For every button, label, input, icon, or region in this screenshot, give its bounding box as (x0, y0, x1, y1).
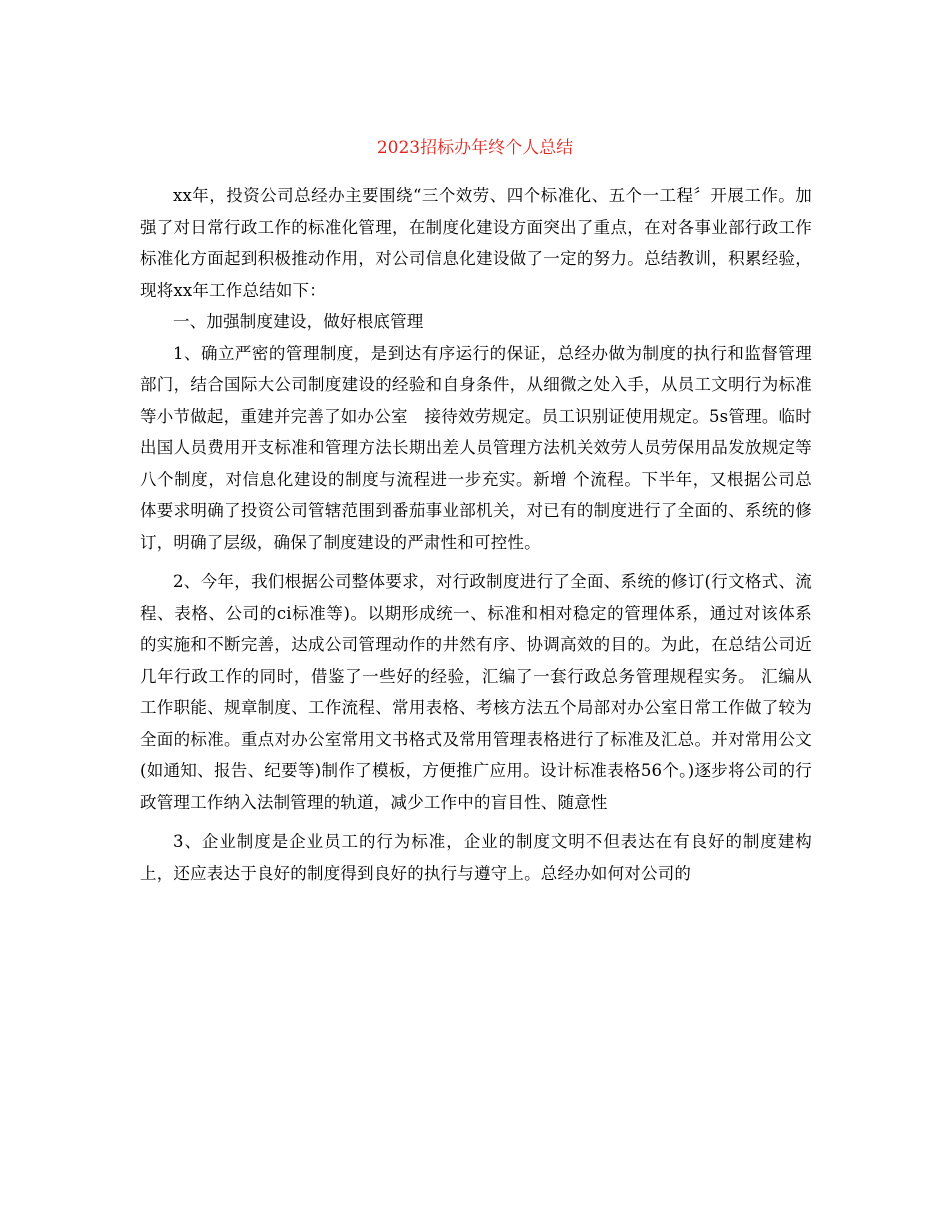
paragraph-item-3: 3、企业制度是企业员工的行为标准，企业的制度文明不但表达在有良好的制度建构上，还应表达于良好的制度得到良好的执行与遵守上。总经办如何对公司的 (140, 832, 812, 883)
paragraph-item-1: 1、确立严密的管理制度，是到达有序运行的保证，总经办做为制度的执行和监督管理部门，结合国际大公司制度建设的经验和自身条件，从细微之处入手，从员工文明行为标准等小节做起，重建并完善了如办公室 接待效劳规定。员工识别证使用规定。5s管理。临时出国人员费用开支标准和管理方法长期出差人员管理方法机关效劳人员劳保用品发放规定等八个制度，对信息化建设的制度与流程进一步充实。新增 个流程。下半年，又根据公司总体要求明确了投资公司管辖范围到番茄事业部机关，对已有的制度进行了全面的、系统的修订，明确了层级，确保了制度建设的严肃性和可控性。 (140, 343, 812, 552)
document-body (140, 180, 812, 889)
paragraph-item-2: 2、今年，我们根据公司整体要求，对行政制度进行了全面、系统的修订(行文格式、流程、表格、公司的ci标准等)。以期形成统一、标准和相对稳定的管理体系，通过对该体系的实施和不断完善，达成公司管理动作的井然有序、协调高效的目的。为此，在总结公司近几年行政工作的同时，借鉴了一些好的经验，汇编了一套行政总务管理规程实务。 汇编从工作职能、规章制度、工作流程、常用表格、考核方法五个局部对办公室日常工作做了较为全面的标准。重点对办公室常用文书格式及常用管理表格进行了标准及汇总。并对常用公文(如通知、报告、纪要等)制作了模板，方便推广应用。设计标准表格56个。)逐步将公司的行政管理工作纳入法制管理的轨道，减少工作中的盲目性、随意性 (140, 572, 812, 812)
section-heading-1: 一、加强制度建设，做好根底管理 (173, 312, 424, 331)
paragraph-intro: xx年，投资公司总经办主要围绕“三个效劳、四个标准化、五个一工程〞开展工作。加强了对日常行政工作的标准化管理，在制度化建设方面突出了重点，在对各事业部行政工作标准化方面起到积极推动作用，对公司信息化建设做了一定的努力。总结教训，积累经验，现将xx年工作总结如下： (140, 186, 812, 300)
document-title: 2023招标办年终个人总结 (376, 138, 574, 158)
